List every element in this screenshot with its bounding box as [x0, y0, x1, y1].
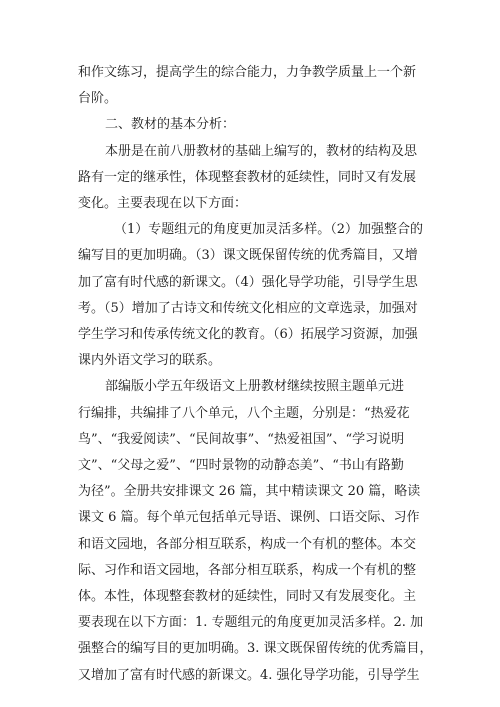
text-line: 和语文园地，各部分相互联系，构成一个有机的整体。本交: [78, 536, 417, 552]
text-line: 部编版小学五年级语文上册教材继续按照主题单元进: [105, 379, 405, 395]
text-line: 考。（5）增加了古诗文和传统文化相应的文章选录，加强对: [78, 300, 418, 316]
text-line: 课文 6 篇。每个单元包括单元导语、课例、口语交际、习作: [78, 510, 420, 526]
paragraph: [78, 217, 428, 374]
text-line: 强整合的编写目的更加明确。3. 课文既保留传统的优秀篇目，: [78, 641, 433, 657]
paragraph: [78, 112, 428, 138]
text-line: 体。本性，体现整套教材的延续性，同时又有发展变化。主: [78, 589, 417, 605]
text-line: 本册是在前八册教材的基础上编写的，教材的结构及思: [105, 143, 418, 159]
text-line: （1）专题组元的角度更加灵活多样。（2）加强整合的: [114, 222, 424, 238]
text-line: 要表现在以下方面：1. 专题组元的角度更加灵活多样。2. 加: [78, 615, 424, 631]
text-line: 编写目的更加明确。（3）课文既保留传统的优秀篇目，又增: [78, 248, 418, 264]
text-line: 二、教材的基本分析：: [105, 117, 236, 133]
text-line: 台阶。: [78, 91, 118, 107]
paragraph: [78, 60, 428, 112]
text-line: 又增加了富有时代感的新课文。4. 强化导学功能，引导学生: [78, 667, 420, 683]
text-line: 际、习作和语文园地，各部分相互联系，构成一个有机的整: [78, 562, 417, 578]
text-line: 行编排，共编排了八个单元，八个主题，分别是：“热爱花: [78, 405, 410, 421]
text-line: 加了富有时代感的新课文。（4）强化导学功能，引导学生思: [78, 274, 418, 290]
text-line: 鸟”、“我爱阅读”、“民间故事”、“热爱祖国”、“学习说明: [78, 431, 405, 447]
text-line: 变化。主要表现在以下方面：: [78, 196, 248, 212]
text-line: 为径”。全册共安排课文 26 篇，其中精读课文 20 篇，略读: [78, 484, 421, 500]
document-body: [78, 60, 433, 689]
text-line: 和作文练习，提高学生的综合能力，力争教学质量上一个新: [78, 65, 417, 80]
paragraph: [78, 139, 428, 218]
text-line: 路有一定的继承性，体现整套教材的延续性，同时又有发展: [78, 169, 417, 185]
text-line: 课内外语文学习的联系。: [78, 353, 222, 369]
text-line: 文”、“父母之爱”、“四时景物的动静态美”、“书山有路勤: [78, 458, 404, 474]
text-line: 学生学习和传承传统文化的教育。（6）拓展学习资源，加强: [78, 327, 418, 343]
paragraph: [78, 374, 433, 688]
